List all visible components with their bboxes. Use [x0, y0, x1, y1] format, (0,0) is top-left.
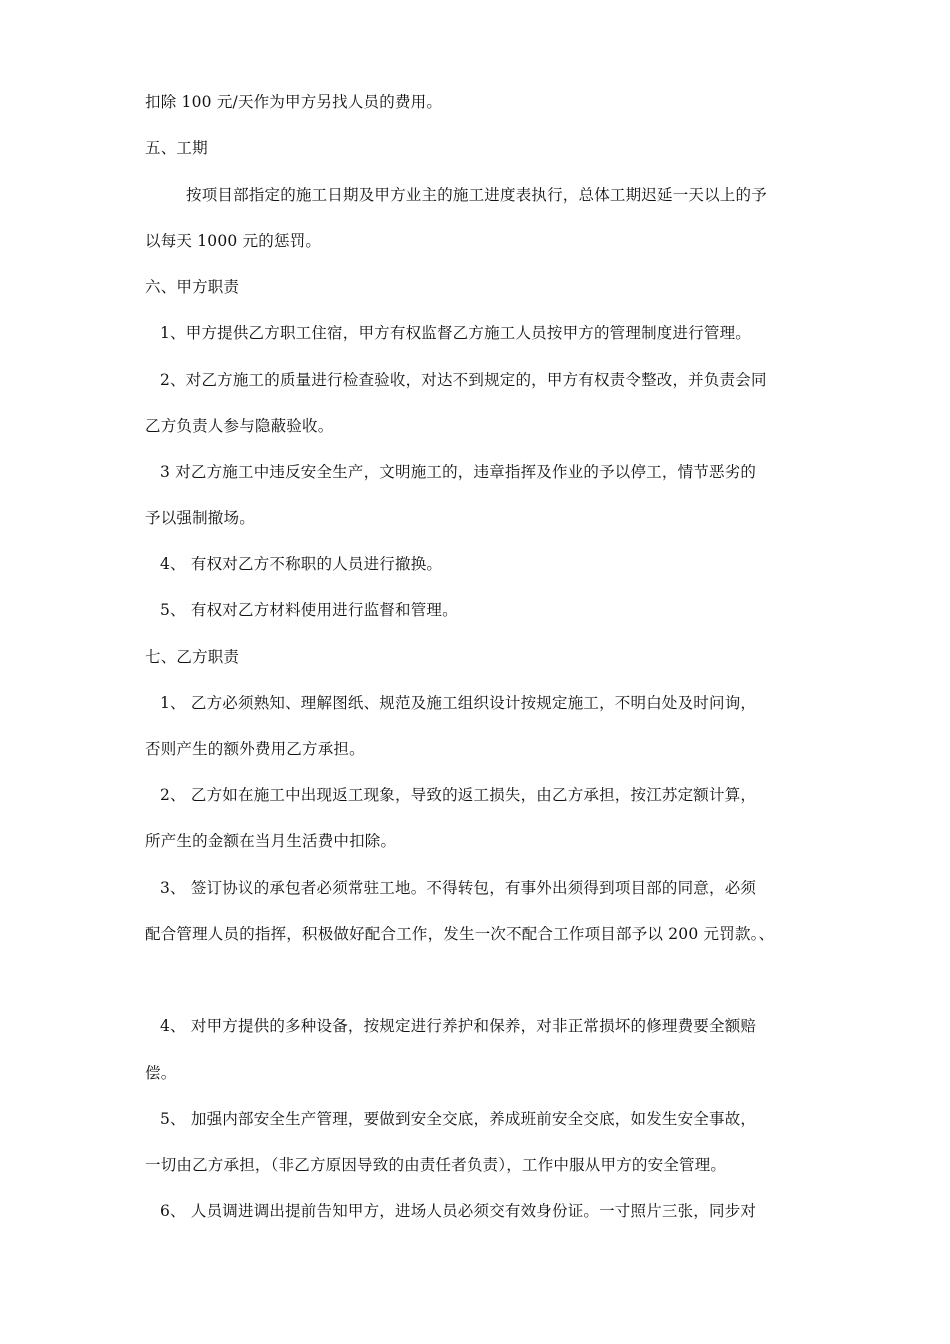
paragraph-line: 按项目部指定的施工日期及甲方业主的施工进度表执行，总体工期迟延一天以上的予	[186, 186, 767, 204]
list-item: 1、 乙方必须熟知、理解图纸、规范及施工组织设计按规定施工，不明白处及时问询，	[160, 694, 757, 712]
list-item: 2、 乙方如在施工中出现返工现象，导致的返工损失，由乙方承担，按江苏定额计算，	[160, 786, 757, 804]
paragraph-line: 予以强制撤场。	[145, 509, 255, 527]
list-item: 4、 有权对乙方不称职的人员进行撤换。	[160, 555, 443, 573]
paragraph-line: 否则产生的额外费用乙方承担。	[145, 740, 365, 758]
paragraph-line: 所产生的金额在当月生活费中扣除。	[145, 832, 397, 850]
paragraph-line: 一切由乙方承担，（非乙方原因导致的由责任者负责），工作中服从甲方的安全管理。	[145, 1156, 727, 1174]
list-item: 5、 加强内部安全生产管理，要做到安全交底，养成班前安全交底，如发生安全事故，	[160, 1110, 757, 1128]
section-heading-party-a: 六、甲方职责	[145, 278, 240, 296]
paragraph-line: 乙方负责人参与隐蔽验收。	[145, 417, 334, 435]
paragraph-line: 配合管理人员的指挥，积极做好配合工作，发生一次不配合工作项目部予以 200 元罚款。、	[145, 925, 775, 943]
list-item: 4、 对甲方提供的多种设备，按规定进行养护和保养，对非正常损坏的修理费要全额赔	[160, 1017, 757, 1035]
section-heading-party-b: 七、乙方职责	[145, 648, 240, 666]
list-item: 2、对乙方施工的质量进行检查验收，对达不到规定的，甲方有权责令整改，并负责会同	[160, 371, 767, 389]
list-item: 1、甲方提供乙方职工住宿，甲方有权监督乙方施工人员按甲方的管理制度进行管理。	[160, 324, 751, 342]
section-heading-schedule: 五、工期	[145, 139, 208, 157]
list-item: 6、 人员调进调出提前告知甲方，进场人员必须交有效身份证。一寸照片三张，同步对	[160, 1202, 757, 1220]
list-item: 3 对乙方施工中违反安全生产，文明施工的，违章指挥及作业的予以停工，情节恶劣的	[160, 463, 757, 481]
paragraph-line: 偿。	[145, 1064, 177, 1082]
list-item: 3、 签订协议的承包者必须常驻工地。不得转包，有事外出须得到项目部的同意，必须	[160, 879, 757, 897]
list-item: 5、 有权对乙方材料使用进行监督和管理。	[160, 601, 458, 619]
paragraph-line: 以每天 1000 元的惩罚。	[145, 232, 322, 250]
paragraph-line: 扣除 100 元/天作为甲方另找人员的费用。	[145, 93, 443, 111]
